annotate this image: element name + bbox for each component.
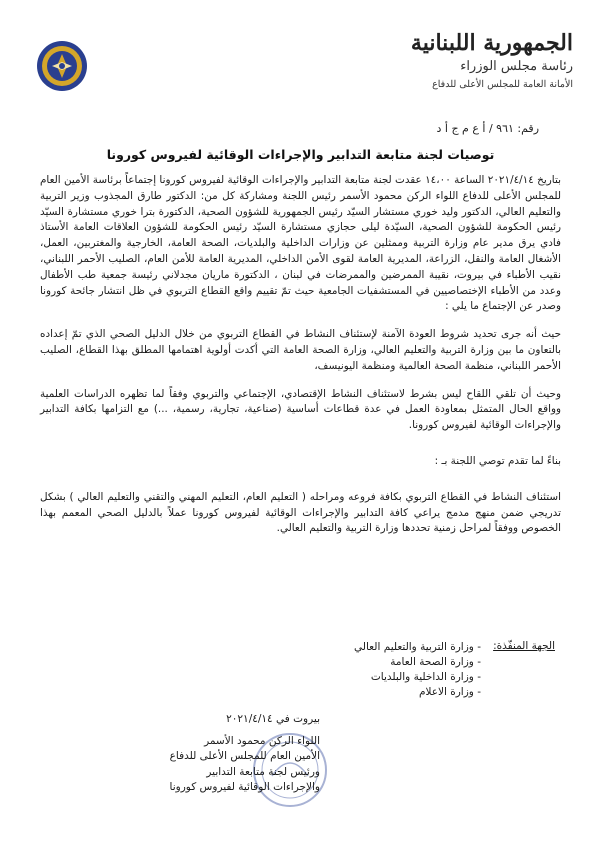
implementing-parties-list bbox=[261, 640, 481, 700]
signature-date: بيروت في ٢٠٢١/٤/١٤ bbox=[226, 713, 320, 725]
list-item: - وزارة الاعلام bbox=[261, 685, 481, 700]
paragraph-meeting: بتاريخ ٢٠٢١/٤/١٤ الساعة ١٤،٠٠ عقدت لجنة متابعة التدابير والإجراءات الوقائية لفيروس كورونا إجتماعاً برئاسة الأمين العام للمجلس الأعلى للدفاع اللواء الركن محمود الأسمر رئيس اللجنة ومشاركة كل من: الدكتور طارق المجذوب وزير التربية والتعليم العالي، الدكتور وليد خوري مستشار السيّد رئيس الجمهورية للشؤون الصحية، الدكتورة بترا خوري مستشارة السيّد رئيس الحكومة للشؤون الصحية، السيّدة ليلى حجازي مستشارة السيّد رئيس الحكومة للشؤون العلاقات العامة الأستاذ فادي يرق مدير عام وزارة التربية وممثلين عن وزارات الداخلية والبلديات، الصحة العامة، الخارجية والمغتربين، العمل، الأشغال العامة والنقل، الزراعة، المديرية العامة لقوى الأمن الداخلي، المديرية العامة للأمن العام، الصليب الأحمر اللبناني، نقيب الأطباء في بيروت، نقيبة الممرضين والممرضات في لبنان ، الدكتورة ماريان مجدلاني رئيسة جمعية طب الأطفال وعدد من الأطباء الإختصاصيين في المستشفيات الجامعية حيث تمّ تقييم واقع القطاع التربوي في ظل انتشار جائحة كورونا وصدر عن الإجتماع ما يلي : bbox=[40, 174, 561, 313]
list-item: - وزارة التربية والتعليم العالي bbox=[261, 640, 481, 655]
document-title: توصيات لجنة متابعة التدابير والإجراءات الوقائية لفيروس كورونا bbox=[106, 147, 495, 162]
document-body bbox=[40, 173, 561, 549]
presidency-name: رئاسة مجلس الوزراء bbox=[460, 59, 573, 74]
secretariat-name: الأمانة العامة للمجلس الأعلى للدفاع bbox=[432, 79, 573, 90]
signatory-role-1: الأمين العام للمجلس الأعلى للدفاع bbox=[169, 750, 320, 762]
republic-name: الجمهورية اللبنانية bbox=[410, 30, 573, 56]
paragraph-vaccine: وحيث أن تلقي اللقاح ليس بشرط لاستئناف النشاط الإقتصادي، الإجتماعي والتربوي وفقاً لما تظهره الدراسات العلمية وواقع الحال المتمثل بمعاودة العمل في عدة قطاعات أساسية (صناعية، تجارية، رسمية، ...) مع التزامها بكافة التدابير والإجراءات الوقائية لفيروس كورونا. bbox=[40, 387, 561, 432]
paragraph-recommendation-intro: بناءً لما تقدم توصي اللجنة بـ : bbox=[434, 454, 561, 467]
list-item: - وزارة الصحة العامة bbox=[261, 655, 481, 670]
letterhead bbox=[363, 30, 573, 92]
paragraph-recommendation: استئناف النشاط في القطاع التربوي بكافة فروعه ومراحله ( التعليم العام، التعليم المهني والتقني والتعليم العالي ) بشكل تدريجي ضمن منهج مدمج يراعي كافة التدابير والإجراءات الوقائية لفيروس كورونا عملاً بالدليل الصحي المعمم بهذا الخصوص ووفقاً لمراحل زمنية تحددها وزارة التربية والتعليم العالي. bbox=[40, 490, 561, 535]
signature-block bbox=[90, 712, 320, 796]
reference-number: رقم: ٩٦١ / أ ع م ج أ د bbox=[436, 122, 539, 135]
implementing-parties-label: الجهة المنفّذة: bbox=[493, 640, 555, 652]
signatory-name: اللواء الركن محمود الأسمر bbox=[204, 734, 320, 747]
list-item: - وزارة الداخلية والبلديات bbox=[261, 670, 481, 685]
signatory-role-3: والإجراءات الوقائية لفيروس كورونا bbox=[169, 781, 320, 793]
paragraph-safe-return: حيث أنه جرى تحديد شروط العودة الآمنة لإستئناف النشاط في القطاع التربوي من خلال الدليل الصحي الذي تمّ إعداده بالتعاون ما بين وزارة التربية والتعليم العالي، وزارة الصحة العامة التي أكدت أولوية اهتمامها المطلق بهذا القطاع، الصليب الأحمر اللبناني، منظمة الصحة العالمية ومنظمة اليونيسف، bbox=[40, 328, 561, 372]
defense-council-emblem-icon bbox=[36, 40, 88, 92]
signatory-role-2: ورئيس لجنة متابعة التدابير bbox=[206, 765, 320, 778]
